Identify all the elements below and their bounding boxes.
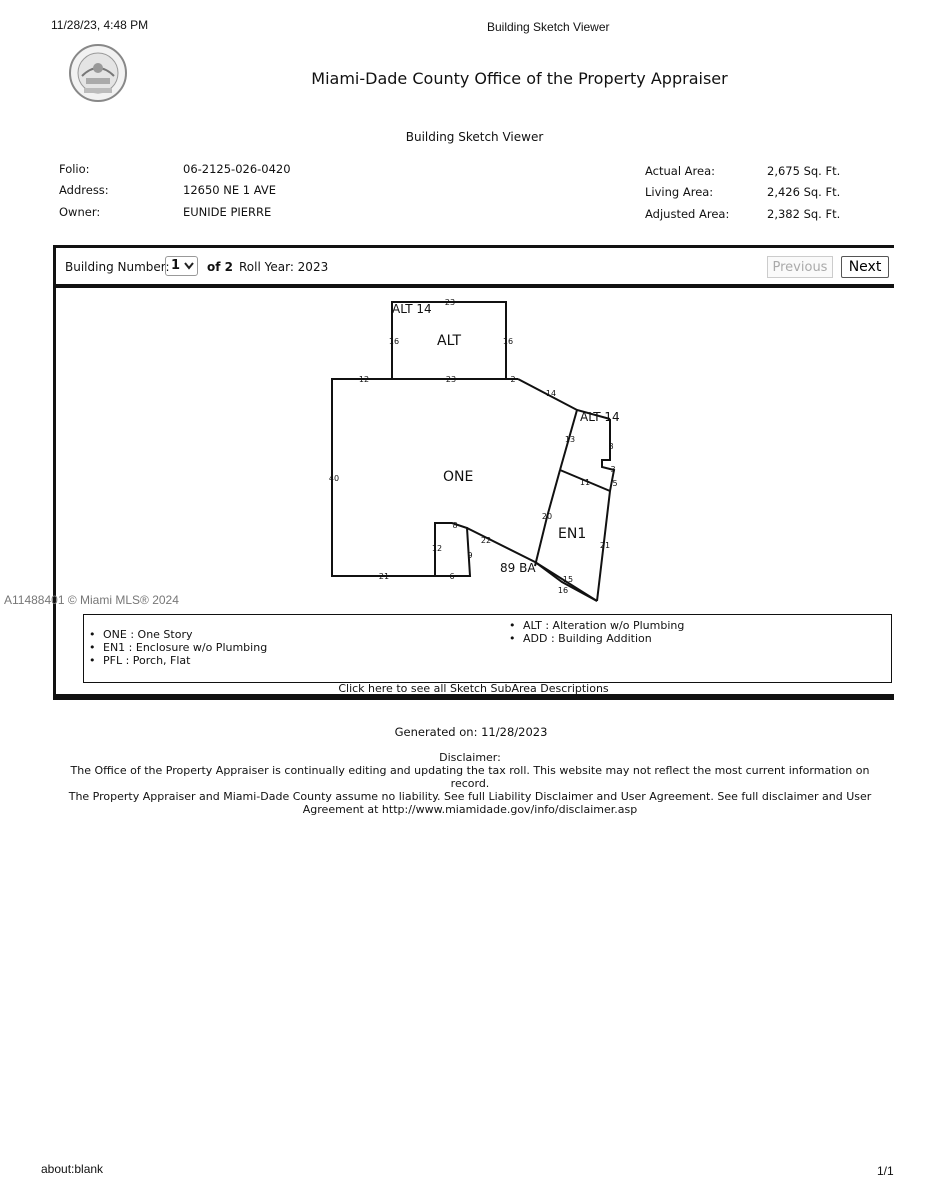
dim-en1-11: 11 <box>579 478 591 487</box>
dim-diag-14: 14 <box>545 389 557 398</box>
chevron-down-icon <box>184 262 194 270</box>
adjusted-area-value: 2,382 Sq. Ft. <box>767 207 841 221</box>
generated-on: Generated on: 11/28/2023 <box>394 725 548 739</box>
print-datetime: 11/28/23, 4:48 PM <box>51 18 149 32</box>
building-number-label: Building Number: <box>65 260 170 274</box>
dim-one-left: 40 <box>328 474 340 483</box>
dim-en1-8: 8 <box>608 442 614 451</box>
agency-title: Miami-Dade County Office of the Property Appraiser <box>311 69 728 88</box>
next-button[interactable]: Next <box>841 256 889 278</box>
disclaimer-line: Agreement at http://www.miamidade.gov/info/disclaimer.asp <box>302 803 638 816</box>
actual-area-label: Actual Area: <box>645 164 716 178</box>
label-en1: EN1 <box>558 526 587 542</box>
viewer-title: Building Sketch Viewer <box>405 130 544 144</box>
owner-label: Owner: <box>59 205 101 219</box>
address-label: Address: <box>59 183 109 197</box>
label-alt14-top: ALT 14 <box>392 302 432 316</box>
legend-item: • ADD : Building Addition <box>509 632 684 645</box>
dim-one-top-left: 12 <box>358 375 370 384</box>
print-page-number: 1/1 <box>877 1164 894 1178</box>
building-number-select[interactable] <box>165 256 198 276</box>
dim-en1-20: 20 <box>541 512 553 521</box>
dim-diag-22: 22 <box>480 536 492 545</box>
disclaimer <box>50 751 890 816</box>
sketch-toolbar <box>56 248 894 288</box>
print-page-title: Building Sketch Viewer <box>487 20 610 34</box>
dim-bot-16: 16 <box>557 586 569 595</box>
owner-value: EUNIDE PIERRE <box>183 205 272 219</box>
building-sketch <box>57 292 894 612</box>
legend-left-list <box>89 628 267 667</box>
mls-watermark: A11488401 © Miami MLS® 2024 <box>4 593 179 607</box>
dim-notch-6: 6 <box>449 572 455 581</box>
dim-en1-13: 13 <box>564 435 576 444</box>
dim-en1-5: 5 <box>612 479 618 488</box>
dim-notch-8: 8 <box>452 521 458 530</box>
legend-item: • PFL : Porch, Flat <box>89 654 267 667</box>
sketch-legend <box>83 614 892 683</box>
dim-one-bottom: 21 <box>378 572 390 581</box>
actual-area-value: 2,675 Sq. Ft. <box>767 164 841 178</box>
dim-alt-right: 16 <box>502 337 514 346</box>
previous-button[interactable]: Previous <box>767 256 833 278</box>
dim-notch-9: 9 <box>467 551 473 560</box>
legend-item: • ALT : Alteration w/o Plumbing <box>509 619 684 632</box>
folio-label: Folio: <box>59 162 90 176</box>
legend-right-list <box>509 619 684 645</box>
label-ba: 89 BA <box>500 561 536 575</box>
label-alt: ALT <box>437 333 462 349</box>
legend-item: • ONE : One Story <box>89 628 267 641</box>
dim-en1-3: 3 <box>610 465 616 474</box>
living-area-value: 2,426 Sq. Ft. <box>767 185 841 199</box>
dim-alt-left: 16 <box>388 337 400 346</box>
address-value: 12650 NE 1 AVE <box>183 183 276 197</box>
dim-one-top-right: 2 <box>510 375 516 384</box>
folio-value: 06-2125-026-0420 <box>183 162 291 176</box>
building-count: of 2 <box>207 260 233 274</box>
dim-en1-21: 21 <box>599 541 611 550</box>
disclaimer-line: The Property Appraiser and Miami-Dade County assume no liability. See full Liability Disclaimer and User Agreement. See full disclaimer and User <box>68 790 872 803</box>
print-url: about:blank <box>41 1162 104 1176</box>
disclaimer-line: The Office of the Property Appraiser is continually editing and updating the tax roll. This website may not reflect the most current information on record. <box>70 764 870 790</box>
dim-one-top-mid: 23 <box>445 375 457 384</box>
disclaimer-heading: Disclaimer: <box>439 751 501 764</box>
subarea-descriptions-link[interactable]: Click here to see all Sketch SubArea Descriptions <box>53 683 894 700</box>
legend-item: • EN1 : Enclosure w/o Plumbing <box>89 641 267 654</box>
dim-alt-top: 23 <box>444 298 456 307</box>
dim-notch-12: 12 <box>431 544 443 553</box>
label-alt14-right: ALT 14 <box>580 410 620 424</box>
adjusted-area-label: Adjusted Area: <box>645 207 730 221</box>
dim-bot-15: 15 <box>562 575 574 584</box>
label-one: ONE <box>443 469 474 485</box>
roll-year: Roll Year: 2023 <box>239 260 329 274</box>
living-area-label: Living Area: <box>645 185 714 199</box>
building-number-value: 1 <box>171 258 181 273</box>
